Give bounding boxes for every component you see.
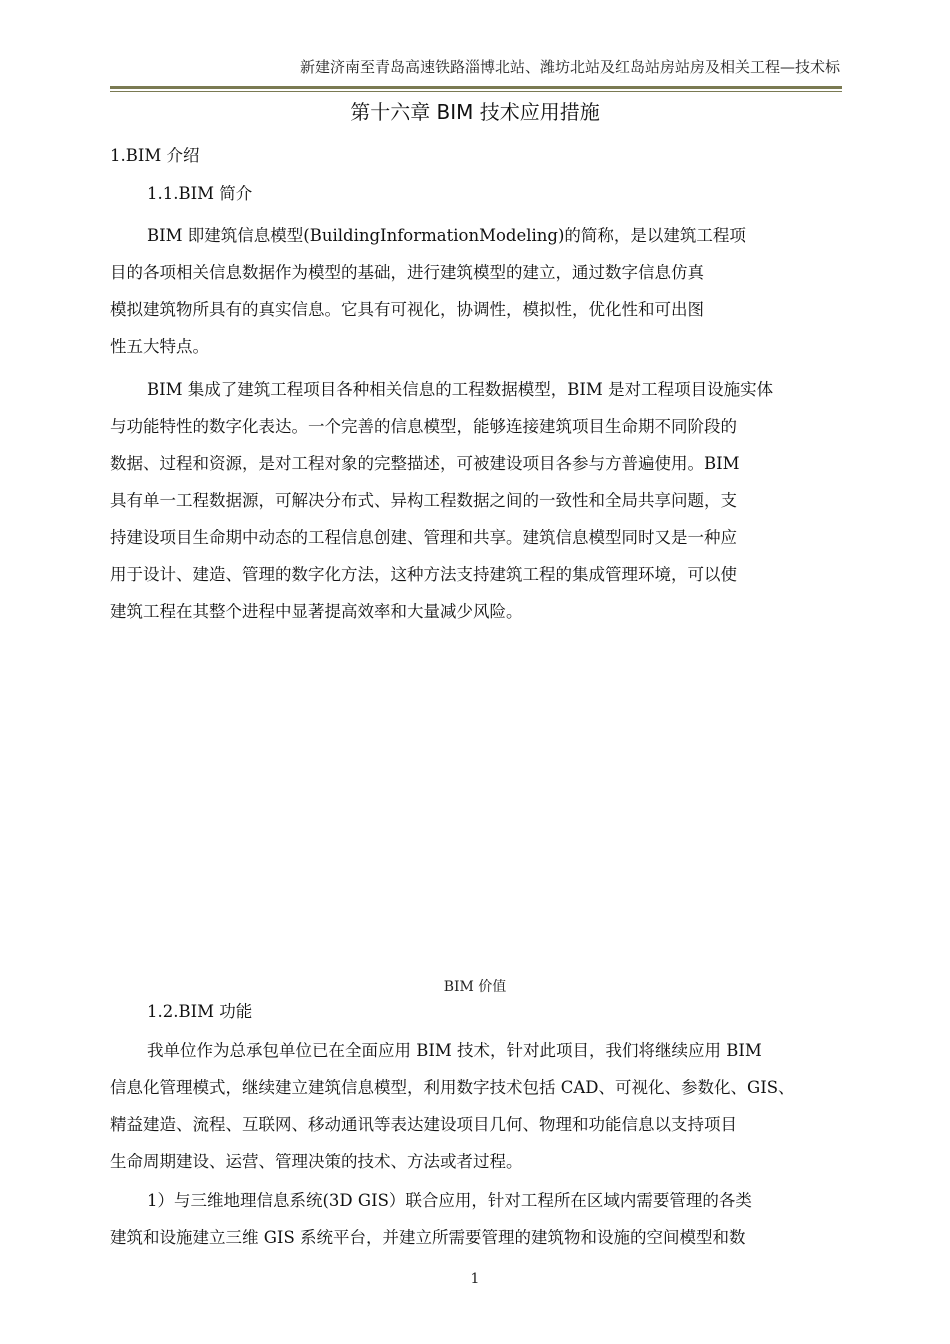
- header-rule-thin: [110, 91, 842, 92]
- paragraph-line: 模拟建筑物所具有的真实信息。它具有可视化，协调性，模拟性，优化性和可出图: [110, 300, 704, 319]
- section-1-2-heading: 1.2.BIM 功能: [147, 1002, 253, 1021]
- paragraph-line: 建筑和设施建立三维 GIS 系统平台，并建立所需要管理的建筑物和设施的空间模型和数: [110, 1228, 746, 1247]
- paragraph-line: 建筑工程在其整个进程中显著提高效率和大量减少风险。: [110, 602, 523, 621]
- paragraph-line: BIM 集成了建筑工程项目各种相关信息的工程数据模型，BIM 是对工程项目设施实体: [147, 380, 774, 399]
- section-1-1-heading: 1.1.BIM 简介: [147, 184, 253, 203]
- header-rule: [110, 86, 842, 89]
- figure-caption: BIM 价值: [443, 979, 507, 995]
- paragraph-line: 数据、过程和资源，是对工程对象的完整描述，可被建设项目各参与方普遍使用。BIM: [110, 454, 740, 473]
- header-text: 新建济南至青岛高速铁路淄博北站、潍坊北站及红岛站房站房及相关工程—技术标: [299, 58, 840, 76]
- paragraph-line: 精益建造、流程、互联网、移动通讯等表达建设项目几何、物理和功能信息以支持项目: [110, 1115, 737, 1134]
- paragraph-line: 性五大特点。: [110, 337, 209, 356]
- paragraph-line: BIM 即建筑信息模型(BuildingInformationModeling)的简称，是以建筑工程项: [147, 226, 746, 245]
- paragraph-line: 生命周期建设、运营、管理决策的技术、方法或者过程。: [110, 1152, 523, 1171]
- page-number: 1: [470, 1271, 480, 1287]
- paragraph-line: 用于设计、建造、管理的数字化方法，这种方法支持建筑工程的集成管理环境，可以使: [110, 565, 737, 584]
- paragraph-line: 我单位作为总承包单位已在全面应用 BIM 技术，针对此项目，我们将继续应用 BIM: [147, 1041, 762, 1060]
- section-1-heading: 1.BIM 介绍: [110, 146, 200, 165]
- paragraph-line: 持建设项目生命期中动态的工程信息创建、管理和共享。建筑信息模型同时又是一种应: [110, 528, 737, 547]
- paragraph-line: 目的各项相关信息数据作为模型的基础，进行建筑模型的建立，通过数字信息仿真: [110, 263, 704, 282]
- paragraph-line: 信息化管理模式，继续建立建筑信息模型，利用数字技术包括 CAD、可视化、参数化、GIS、: [110, 1078, 795, 1097]
- chapter-title: 第十六章 BIM 技术应用措施: [350, 100, 600, 124]
- paragraph-line: 具有单一工程数据源，可解决分布式、异构工程数据之间的一致性和全局共享问题，支: [110, 491, 737, 510]
- paragraph-line: 与功能特性的数字化表达。一个完善的信息模型，能够连接建筑项目生命期不同阶段的: [110, 417, 737, 436]
- paragraph-line: 1）与三维地理信息系统(3D GIS）联合应用，针对工程所在区域内需要管理的各类: [147, 1191, 752, 1210]
